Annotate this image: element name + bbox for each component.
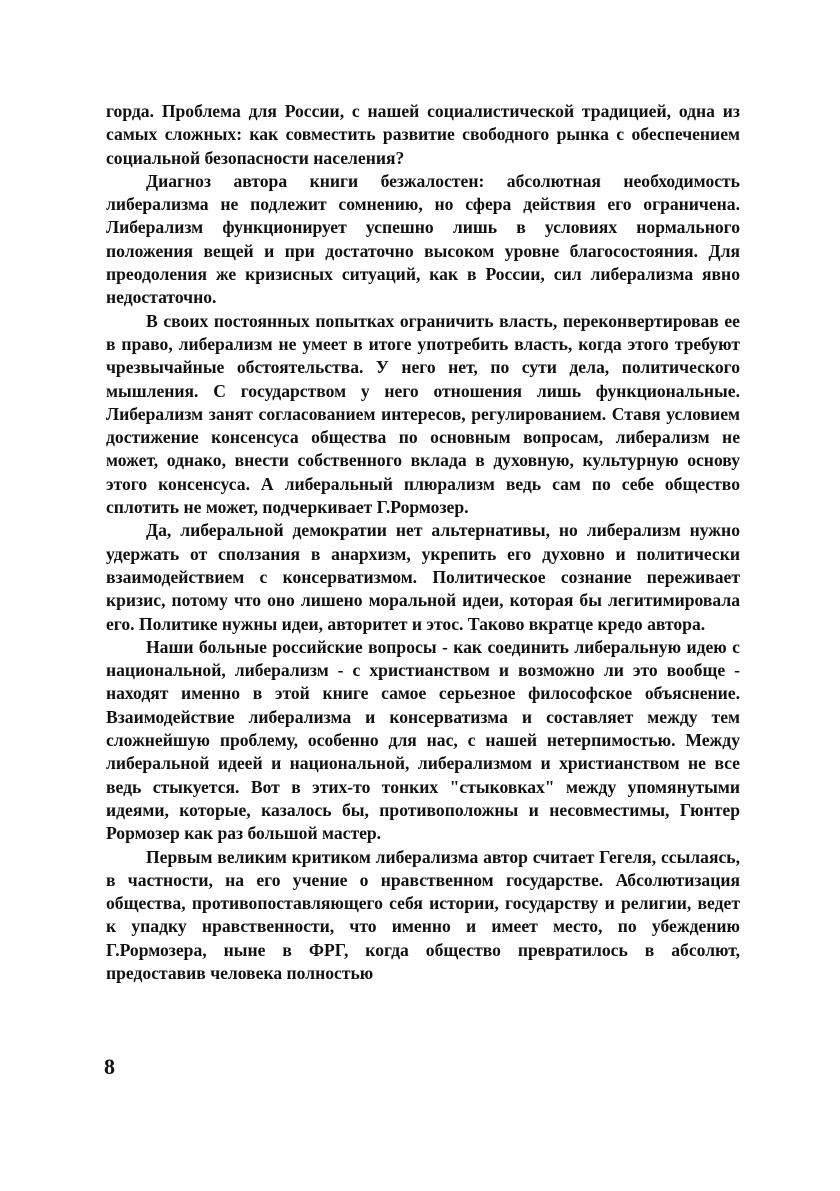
body-text xyxy=(106,100,740,985)
page-number: 8 xyxy=(104,1054,115,1079)
paragraph-5: Наши больные российские вопросы - как соединить либеральную идею с национальной, либерализм - с христианством и возможно ли это вообще - находят именно в этой книге самое серьезное философское объяснение. Взаимодействие либерализма и консерватизма и составляет между тем сложнейшую проблему, особенно для нас, с нашей нетерпимостью. Между либеральной идеей и национальной, либерализмом и христианством не все ведь стыкуется. Вот в этих-то тонких "стыковках" между упомянутыми идеями, которые, казалось бы, противоположны и несовместимы, Гюнтер Рормозер как раз большой мастер. xyxy=(106,636,740,844)
paragraph-6: Первым великим критиком либерализма автор считает Гегеля, ссылаясь, в частности, на его учение о нравственном государстве. Абсолютизация общества, противопоставляющего себя истории, государству и религии, ведет к упадку нравственности, что именно и имеет место, по убеждению Г.Рормозера, ныне в ФРГ, когда общество превратилось в абсолют, предоставив человека полностью xyxy=(106,846,740,983)
paragraph-1: горда. Проблема для России, с нашей социалистической традицией, одна из самых сложных: как совместить развитие свободного рынка с обеспечением социальной безопасности населения? xyxy=(106,101,740,168)
paragraph-4: Да, либеральной демократии нет альтернативы, но либерализм нужно удержать от сползания в анархизм, укрепить его духовно и политически взаимодействием с консерватизмом. Политическое сознание переживает кризис, потому что оно лишено моральной идеи, которая бы легитимировала его. Политике нужны идеи, авторитет и этос. Таково вкратце кредо автора. xyxy=(106,520,740,634)
paragraph-2: Диагноз автора книги безжалостен: абсолютная необходимость либерализма не подлежит сомнению, но сфера действия его ограничена. Либерализм функционирует успешно лишь в условиях нормального положения вещей и при достаточно высоком уровне благосостояния. Для преодоления же кризисных ситуаций, как в России, сил либерализма явно недостаточно. xyxy=(106,170,740,308)
paragraph-3: В своих постоянных попытках ограничить власть, переконвертировав ее в право, либерализм не умеет в итоге употребить власть, когда этого требуют чрезвычайные обстоятельства. У него нет, по сути дела, политического мышления. С государством у него отношения лишь функциональные. Либерализм занят согласованием интересов, регулированием. Ставя условием достижение консенсуса общества по основным вопросам, либерализм не может, однако, внести собственного вклада в духовную, культурную основу этого консенсуса. А либеральный плюрализм ведь сам по себе общество сплотить не может, подчеркивает Г.Рормозер. xyxy=(106,310,740,518)
